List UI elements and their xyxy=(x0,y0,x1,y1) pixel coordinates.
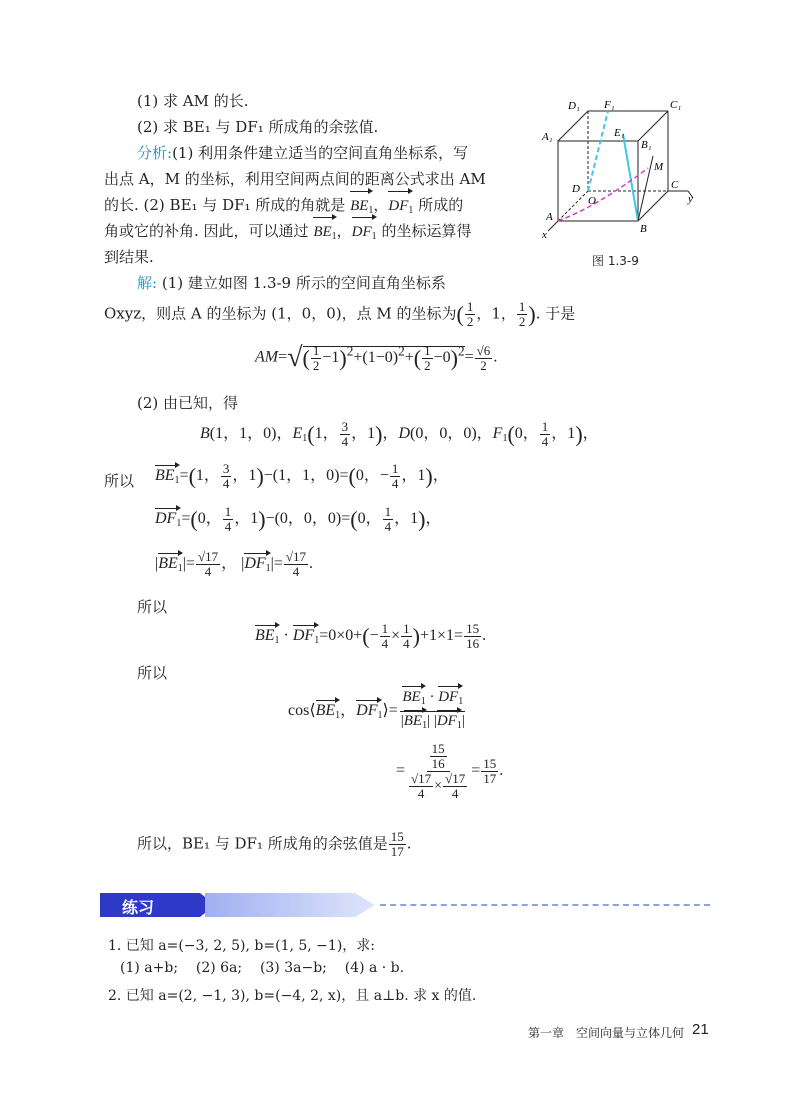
magnitudes: $|BE_1|=$ $\frac{√17}{4}$ ， $|DF_1|=$ $\frac{√17}{4}$ . xyxy=(155,549,314,579)
solution-line-1 xyxy=(137,270,446,296)
svg-text:O: O xyxy=(588,195,596,207)
svg-text:x: x xyxy=(542,229,547,241)
svg-text:C: C xyxy=(671,179,679,191)
exercise-banner xyxy=(100,893,710,919)
svg-text:F₁: F₁ xyxy=(604,99,615,111)
svg-text:D₁: D₁ xyxy=(568,100,580,112)
solution-text-1: (1) 建立如图 1.3-9 所示的空间直角坐标系 xyxy=(161,274,446,292)
svg-text:C₁: C₁ xyxy=(670,99,682,111)
exercise-1-item-3: (3) 3a−b; xyxy=(259,960,327,976)
part2-intro: (2) 由已知，得 xyxy=(137,394,239,412)
analysis-label: 分析: xyxy=(137,144,173,162)
analysis-text-1: (1) 利用条件建立适当的空间直角坐标系，写 xyxy=(172,144,469,162)
analysis-text-3b: 所成的 xyxy=(418,196,464,214)
banner-main xyxy=(100,893,215,917)
vector-be1: $BE_1=(1$， $\frac{3}{4}$ ，1)−(1，1，0)=(0，− $\frac{1}{4}$ ，1)， xyxy=(155,461,449,491)
solution-line-2: Oxyz，则点 A 的坐标为 (1，0，0)，点 M 的坐标为( $\frac{1}{2}$ ，1， $\frac{1}{2}$ ). 于是 xyxy=(104,299,576,329)
cube-figure xyxy=(538,96,708,246)
figure-caption: 图 1.3-9 xyxy=(592,254,639,268)
svg-text:y: y xyxy=(688,193,693,205)
page-number: 21 xyxy=(692,1021,709,1038)
solution-text-2a: Oxyz，则点 A 的坐标为 (1，0，0)，点 M 的坐标为 xyxy=(104,304,457,323)
analysis-line-6: 到结果. xyxy=(104,248,154,266)
am-formula: AM=√( $\frac{1}{2}$ $-1)^2+(1-0)^2+$( $\frac{1}{2}$ −0)$^2$= $\frac{√6}{2}$ . xyxy=(255,342,498,373)
conclusion: 所以，BE₁ 与 DF₁ 所成角的余弦值是 $\frac{15}{17}$ . xyxy=(137,829,412,859)
footer-chapter: 第一章 空间向量与立体几何 xyxy=(528,1026,685,1040)
am-lhs: AM xyxy=(255,348,279,366)
exercise-1-item-1: (1) a+b; xyxy=(120,960,179,976)
exercise-title: 练习 xyxy=(122,898,155,917)
exercise-1: 1. 已知 a=(−3, 2, 5), b=(1, 5, −1)，求: xyxy=(108,938,375,954)
question-1: (1) 求 AM 的长. xyxy=(137,92,249,110)
analysis-line-3: 的长. (2) BE₁ 与 DF₁ 所成的角就是 $BE_1$，$DF_1$ 所成的 xyxy=(104,192,463,224)
coordinates-line: B(1，1，0)，$E_1(1$， $\frac{3}{4}$ ，1)，D(0，0，0)，$F_1(0$， $\frac{1}{4}$ ，1)， xyxy=(200,419,599,449)
cos-formula: $\cos⟨BE_1$，$DF_1⟩=$ $\frac{BE_1 \cdot DF_1}{|BE_1| |DF_1|}$ xyxy=(288,688,468,735)
svg-text:B: B xyxy=(640,223,647,235)
svg-text:D: D xyxy=(572,183,580,195)
analysis-text-3a: 的长. (2) BE₁ 与 DF₁ 所成的角就是 xyxy=(104,196,346,214)
svg-text:A: A xyxy=(546,211,553,223)
solution-text-2b: 于是 xyxy=(545,304,576,323)
suoyi-2: 所以 xyxy=(137,598,168,616)
analysis-text-5: 的坐标运算得 xyxy=(381,222,472,240)
svg-text:A₁: A₁ xyxy=(542,131,553,143)
vector-df1: $DF_1=(0$， $\frac{1}{4}$ ，1)−(0，0，0)=(0， $\frac{1}{4}$ ，1)， xyxy=(155,504,442,534)
question-2: (2) 求 BE₁ 与 DF₁ 所成角的余弦值. xyxy=(137,118,379,136)
exercise-1-item-4: (4) a · b. xyxy=(344,960,405,976)
exercise-1-item-2: (2) 6a; xyxy=(195,960,243,976)
dot-product: $BE_1 \cdot DF_1=0\times 0+(-$ $\frac{1}{4}$ × $\frac{1}{4}$ )+1×1= $\frac{15}{16}$ . xyxy=(255,621,487,651)
suoyi-1: 所以 xyxy=(104,472,135,490)
cos-result: = $\frac{15}{16}$ $\frac{√17}{4}$ × $\frac{√17}{4}$ = $\frac{15}{17}$ . xyxy=(396,741,504,801)
conclusion-text: 所以，BE₁ 与 DF₁ 所成角的余弦值是 xyxy=(137,834,388,853)
analysis-text-4: 角或它的补角. 因此，可以通过 xyxy=(104,222,309,240)
suoyi-3: 所以 xyxy=(137,664,168,682)
svg-text:E₁: E₁ xyxy=(614,127,625,139)
svg-text:B₁: B₁ xyxy=(641,139,652,151)
exercise-1-items xyxy=(120,960,404,976)
banner-dashes xyxy=(380,904,710,906)
analysis-line-4: 角或它的补角. 因此，可以通过 $BE_1$，$DF_1$ 的坐标运算得 xyxy=(104,218,471,250)
exercise-2: 2. 已知 a=(2, −1, 3), b=(−4, 2, x)，且 a⊥b. 求 x 的值. xyxy=(108,988,477,1004)
analysis-line-1 xyxy=(137,140,468,166)
analysis-line-2: 出点 A，M 的坐标，利用空间两点间的距离公式求出 AM xyxy=(104,170,486,188)
svg-text:M: M xyxy=(654,161,664,173)
banner-fade xyxy=(205,893,375,917)
solution-label: 解: xyxy=(137,274,158,292)
